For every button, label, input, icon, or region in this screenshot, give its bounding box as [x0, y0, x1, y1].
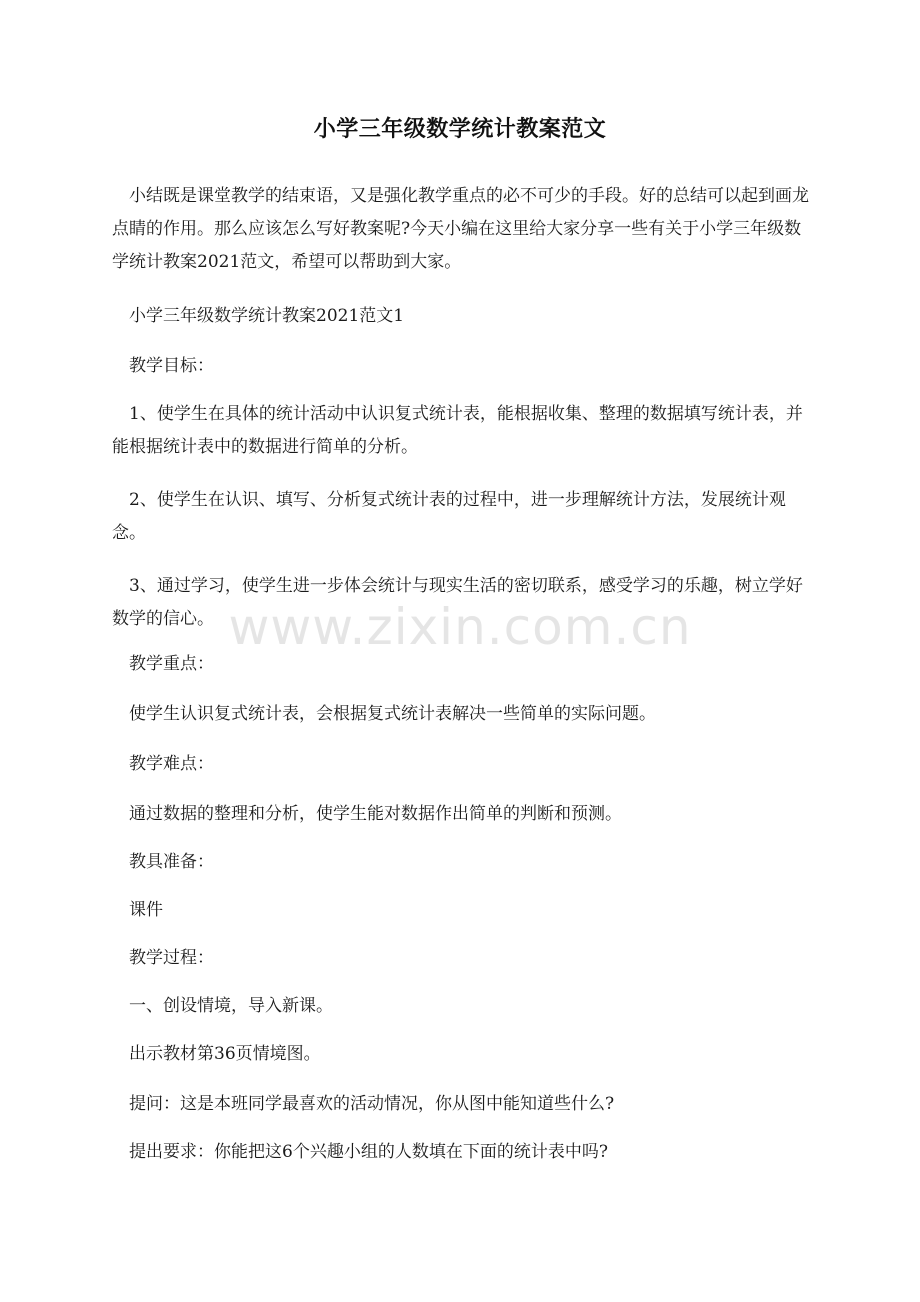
paragraph-materials: 课件	[129, 900, 163, 920]
document-title: 小学三年级数学统计教案范文	[313, 116, 607, 142]
paragraph-objectives-heading: 教学目标：	[129, 356, 214, 376]
paragraph-materials-heading: 教具准备：	[129, 852, 214, 872]
paragraph-step-1: 一、创设情境，导入新课。	[129, 996, 333, 1016]
paragraph-section-heading: 小学三年级数学统计教案2021范文1	[129, 306, 405, 326]
paragraph-process-heading: 教学过程：	[129, 948, 214, 968]
paragraph-objective-3: 3、通过学习，使学生进一步体会统计与现实生活的密切联系，感受学习的乐趣，树立学好数学的信心。	[112, 576, 803, 629]
paragraph-key-points-heading: 教学重点：	[129, 654, 214, 674]
paragraph-difficulties-heading: 教学难点：	[129, 754, 214, 774]
watermark: www.zixin.com.cn	[228, 598, 692, 656]
paragraph-objective-1: 1、使学生在具体的统计活动中认识复式统计表，能根据收集、整理的数据填写统计表，并能根据统计表中的数据进行简单的分析。	[112, 404, 803, 457]
paragraph-intro: 小结既是课堂教学的结束语，又是强化教学重点的必不可少的手段。好的总结可以起到画龙点睛的作用。那么应该怎么写好教案呢?今天小编在这里给大家分享一些有关于小学三年级数学统计教案2021范文，希望可以帮助到大家。	[112, 186, 809, 272]
paragraph-objective-2: 2、使学生在认识、填写、分析复式统计表的过程中，进一步理解统计方法，发展统计观念。	[112, 490, 786, 543]
paragraph-question: 提问：这是本班同学最喜欢的活动情况，你从图中能知道些什么?	[129, 1094, 615, 1114]
paragraph-show-figure: 出示教材第36页情境图。	[129, 1044, 321, 1064]
paragraph-key-points: 使学生认识复式统计表，会根据复式统计表解决一些简单的实际问题。	[129, 704, 656, 724]
paragraph-difficulties: 通过数据的整理和分析，使学生能对数据作出简单的判断和预测。	[129, 804, 622, 824]
paragraph-requirement: 提出要求：你能把这6个兴趣小组的人数填在下面的统计表中吗?	[129, 1142, 608, 1162]
